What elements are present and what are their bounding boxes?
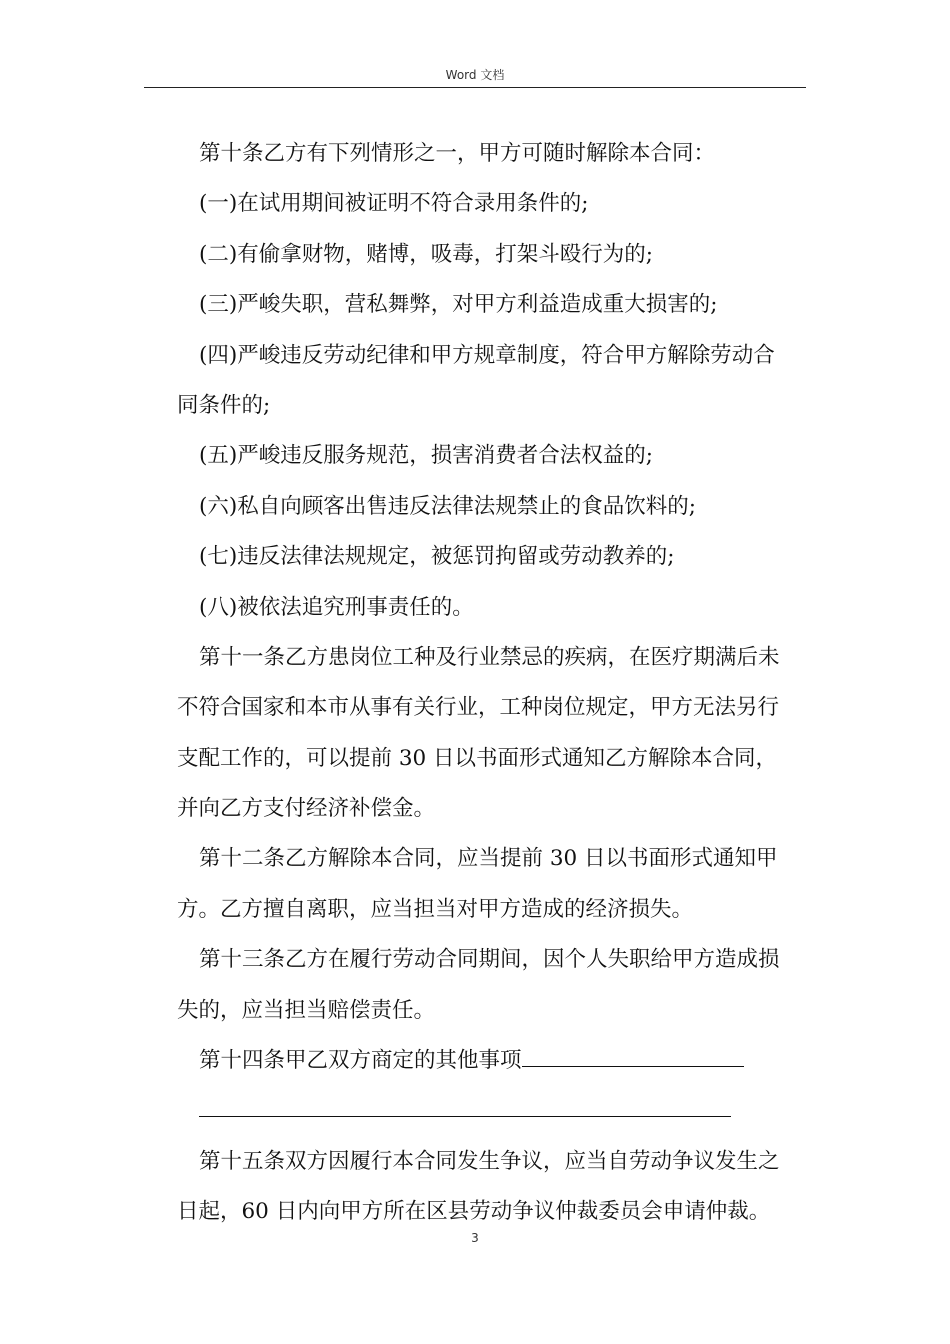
- article-12-line-2: 方。乙方擅自离职，应当担当对甲方造成的经济损失。: [177, 896, 694, 922]
- article-11-line-4: 并向乙方支付经济补偿金。: [177, 796, 436, 822]
- article-11-line-2: 不符合国家和本市从事有关行业，工种岗位规定，甲方无法另行: [177, 695, 780, 721]
- article-15-line-2: 日起，60 日内向甲方所在区县劳动争议仲裁委员会申请仲裁。: [177, 1199, 771, 1225]
- article-10-item-2: (二)有偷拿财物，赌博，吸毒，打架斗殴行为的;: [199, 241, 654, 267]
- article-11-line-3: 支配工作的，可以提前 30 日以书面形式通知乙方解除本合同，: [177, 745, 778, 771]
- article-14-text: 第十四条甲乙双方商定的其他事项: [199, 1048, 522, 1074]
- article-10-item-1: (一)在试用期间被证明不符合录用条件的;: [199, 191, 589, 217]
- article-15-line-1: 第十五条双方因履行本合同发生争议，应当自劳动争议发生之: [199, 1148, 780, 1174]
- article-14-line: [177, 1036, 807, 1086]
- article-10-heading: 第十条乙方有下列情形之一，甲方可随时解除本合同：: [199, 141, 716, 166]
- article-10-item-4-continued: 同条件的;: [177, 392, 271, 418]
- header-divider: [144, 87, 806, 88]
- article-12-line-1: 第十二条乙方解除本合同，应当提前 30 日以书面形式通知甲: [199, 846, 778, 872]
- article-10-item-5: (五)严峻违反服务规范，损害消费者合法权益的;: [199, 443, 654, 469]
- page-header: Word 文档: [445, 68, 505, 82]
- article-14-blank-line: [177, 1086, 807, 1136]
- article-14-blank-short: [522, 1050, 744, 1067]
- page-number: 3: [471, 1231, 479, 1245]
- article-13-line-2: 失的，应当担当赔偿责任。: [177, 997, 436, 1023]
- article-10-item-8: (八)被依法追究刑事责任的。: [199, 594, 474, 620]
- article-11-line-1: 第十一条乙方患岗位工种及行业禁忌的疾病，在医疗期满后未: [199, 644, 780, 670]
- article-10-item-6: (六)私自向顾客出售违反法律法规禁止的食品饮料的;: [199, 493, 697, 519]
- article-14-blank-long: [199, 1100, 731, 1117]
- article-10-item-3: (三)严峻失职，营私舞弊，对甲方利益造成重大损害的;: [199, 292, 718, 318]
- document-body: [177, 129, 807, 1238]
- article-10-item-7: (七)违反法律法规规定，被惩罚拘留或劳动教养的;: [199, 544, 675, 570]
- article-13-line-1: 第十三条乙方在履行劳动合同期间，因个人失职给甲方造成损: [199, 947, 780, 973]
- article-10-item-4: (四)严峻违反劳动纪律和甲方规章制度，符合甲方解除劳动合: [199, 342, 775, 368]
